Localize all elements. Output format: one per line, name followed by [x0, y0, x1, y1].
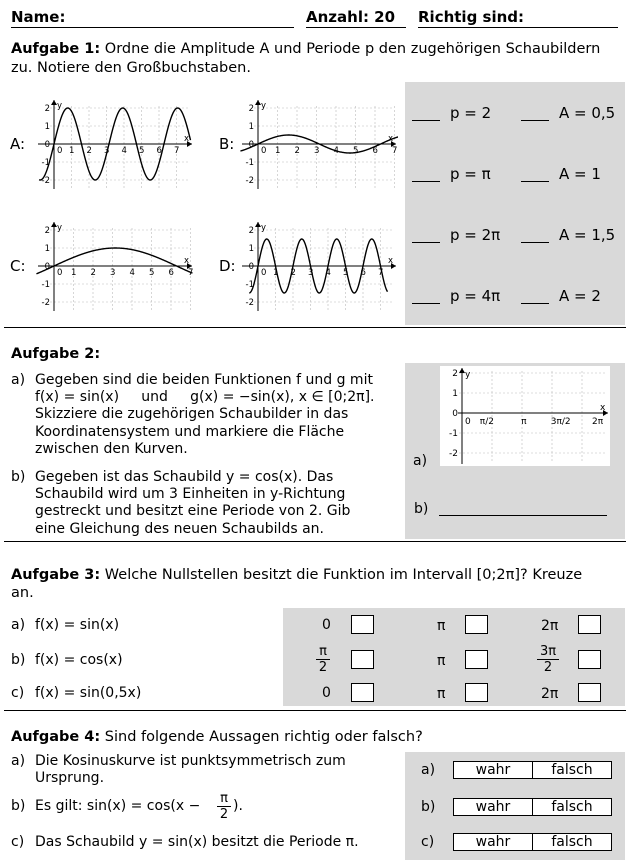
x-tick-label: 3	[110, 268, 116, 278]
task3-text-line-2: an.	[11, 585, 34, 601]
task3-a-opt2: π	[437, 618, 446, 634]
y-axis-label: y	[261, 223, 267, 233]
x-axis-label: x	[388, 134, 394, 144]
y-tick-label: -1	[41, 158, 50, 168]
task4-heading: Aufgabe 4:	[11, 729, 101, 745]
task2-a-line-3: Skizziere die zugehörigen Schaubilder in das	[35, 406, 349, 422]
x-tick-label: 0	[57, 146, 63, 156]
period-blank-2[interactable]	[412, 181, 440, 182]
task4-a-choice	[453, 761, 612, 779]
task2-b-line-4: eine Gleichung des neuen Schaubilds an.	[35, 521, 324, 537]
task2-answer-b-label: b)	[414, 501, 429, 517]
task2-b-line-3: gestreckt und besitzt eine Periode von 2. Gib	[35, 503, 351, 519]
grid-background	[440, 366, 610, 466]
task3-a-opt3: 2π	[541, 618, 559, 634]
task3-c-func: f(x) = sin(0,5x)	[35, 685, 142, 701]
task4-a-false-option[interactable]: falsch	[551, 762, 593, 778]
task4-c-choice	[453, 833, 612, 851]
amplitude-option-2: A = 1	[559, 165, 601, 183]
x-tick-label: 6	[156, 146, 162, 156]
x-tick-label: 1	[71, 268, 77, 278]
x-tick-label: 2	[86, 146, 92, 156]
y-tick-label: 1	[248, 244, 254, 254]
task3-a-checkbox-1[interactable]	[351, 615, 374, 634]
task2-answer-b-line[interactable]	[439, 515, 607, 516]
y-tick-label: 2	[452, 369, 458, 379]
y-axis-label: y	[57, 223, 63, 233]
task4-a-line-1: Die Kosinuskurve ist punktsymmetrisch zum	[35, 753, 346, 769]
y-axis-label: y	[261, 101, 267, 111]
x-tick-label: 5	[353, 146, 359, 156]
task2-b-label: b)	[11, 469, 26, 485]
x-tick-label: 6	[168, 268, 174, 278]
x-tick-label: 1	[275, 146, 281, 156]
y-tick-label: 0	[248, 140, 254, 150]
task3-description: Welche Nullstellen besitzt die Funktion im Intervall [0;2π]? Kreuze	[104, 567, 583, 583]
x-axis-label: x	[388, 256, 394, 266]
task3-b-checkbox-2[interactable]	[465, 650, 488, 669]
y-tick-label: 2	[44, 104, 50, 114]
x-tick-label: 0	[465, 417, 471, 427]
x-tick-label: 3	[314, 146, 320, 156]
period-option-4: p = 4π	[450, 287, 501, 305]
y-tick-label: -2	[245, 298, 254, 308]
x-tick-label: π	[521, 417, 527, 427]
task2-a-line-4: Koordinatensystem und markiere die Fläche	[35, 424, 345, 440]
y-tick-label: 1	[44, 122, 50, 132]
task1-description: Ordne die Amplitude A und Periode p den zugehörigen Schaubildern zu. Notiere den Großbuchstaben.	[11, 41, 601, 76]
task4-answer-b-label: b)	[421, 799, 436, 815]
y-tick-label: 0	[452, 409, 458, 419]
task1-heading: Aufgabe 1:	[11, 41, 101, 57]
x-tick-label: 5	[343, 268, 349, 278]
graph-a	[36, 98, 194, 190]
separator-1	[4, 327, 626, 328]
period-blank-4[interactable]	[412, 303, 440, 304]
task3-a-func: f(x) = sin(x)	[35, 617, 120, 633]
x-tick-label: 1	[273, 268, 279, 278]
task4-b-text-pre: Es gilt: sin(x) = cos(x −	[35, 798, 201, 814]
x-tick-label: 7	[174, 146, 180, 156]
separator-3	[4, 710, 626, 711]
task1-text	[11, 40, 623, 78]
amplitude-option-1: A = 0,5	[559, 104, 616, 122]
task3-text	[11, 566, 623, 585]
task2-coordinate-grid[interactable]	[440, 366, 610, 466]
x-tick-label: 5	[139, 146, 145, 156]
task3-answer-panel	[283, 608, 625, 706]
y-tick-label: 2	[44, 226, 50, 236]
x-tick-label: 2	[294, 146, 300, 156]
name-underline[interactable]	[11, 27, 294, 28]
y-tick-label: 1	[452, 389, 458, 399]
y-tick-label: 0	[248, 262, 254, 272]
task3-c-checkbox-1[interactable]	[351, 683, 374, 702]
x-tick-label: 7	[378, 268, 384, 278]
x-tick-label: 6	[372, 146, 378, 156]
separator-2	[4, 541, 626, 542]
anzahl-label: Anzahl: 20	[306, 8, 396, 26]
y-tick-label: -1	[245, 158, 254, 168]
task4-b-label: b)	[11, 798, 26, 814]
x-tick-label: 4	[129, 268, 135, 278]
task3-a-checkbox-3[interactable]	[578, 615, 601, 634]
x-tick-label: 2	[90, 268, 96, 278]
x-tick-label: 4	[121, 146, 127, 156]
graph-label-b: B:	[219, 135, 235, 153]
task3-b-opt1-fraction: $\frac{\pi}{2}$	[316, 644, 330, 675]
task3-c-label: c)	[11, 685, 25, 701]
y-tick-label: -2	[41, 176, 50, 186]
x-tick-label: 3π/2	[550, 417, 571, 427]
task3-c-opt2: π	[437, 686, 446, 702]
x-axis-label: x	[184, 134, 190, 144]
task4-a-label: a)	[11, 753, 26, 769]
x-tick-label: 7	[392, 146, 398, 156]
x-tick-label: π/2	[479, 417, 494, 427]
period-option-2: p = π	[450, 165, 491, 183]
period-option-1: p = 2	[450, 104, 492, 122]
x-tick-label: 2π	[592, 417, 604, 427]
task3-heading: Aufgabe 3:	[11, 567, 101, 583]
x-tick-label: 0	[57, 268, 63, 278]
x-tick-label: 4	[333, 146, 339, 156]
amplitude-option-4: A = 2	[559, 287, 601, 305]
x-tick-label: 5	[149, 268, 155, 278]
y-axis-label: y	[465, 370, 471, 380]
task4-answer-c-label: c)	[421, 834, 435, 850]
y-axis-label: y	[57, 101, 63, 111]
y-tick-label: 2	[248, 226, 254, 236]
task3-a-checkbox-2[interactable]	[465, 615, 488, 634]
task4-answer-a-label: a)	[421, 762, 436, 778]
task4-c-false-option[interactable]: falsch	[551, 834, 593, 850]
y-tick-label: -2	[41, 298, 50, 308]
task2-a-label: a)	[11, 372, 26, 388]
x-tick-label: 1	[69, 146, 75, 156]
task2-b-line-1: Gegeben ist das Schaubild y = cos(x). Das	[35, 469, 334, 485]
x-axis-label: x	[184, 256, 190, 266]
task4-a-line-2: Ursprung.	[35, 770, 105, 786]
amplitude-blank-2[interactable]	[521, 181, 549, 182]
richtig-label: Richtig sind:	[418, 8, 525, 26]
task3-a-label: a)	[11, 617, 26, 633]
period-blank-3[interactable]	[412, 242, 440, 243]
task3-c-opt1: 0	[322, 685, 331, 701]
x-tick-label: 3	[308, 268, 314, 278]
name-label: Name:	[11, 8, 66, 26]
graph-d	[240, 220, 398, 312]
task4-a-true-option[interactable]: wahr	[454, 762, 533, 778]
y-tick-label: -2	[245, 176, 254, 186]
task2-b-line-2: Schaubild wird um 3 Einheiten in y-Richtung	[35, 486, 346, 502]
x-tick-label: 2	[290, 268, 296, 278]
task4-c-true-option[interactable]: wahr	[454, 834, 533, 850]
graph-b	[240, 98, 398, 190]
y-tick-label: -1	[449, 429, 458, 439]
task2-answer-a-label: a)	[413, 453, 428, 469]
task4-c-label: c)	[11, 834, 25, 850]
task4-b-text-post: ).	[233, 798, 243, 814]
y-tick-label: -1	[41, 280, 50, 290]
graph-label-d: D:	[219, 257, 236, 275]
graph-label-c: C:	[10, 257, 26, 275]
graph-label-a: A:	[10, 135, 26, 153]
amplitude-option-3: A = 1,5	[559, 226, 616, 244]
task2-a-line-2: f(x) = sin(x) und g(x) = −sin(x), x ∈ [0;2π].	[35, 389, 375, 405]
task3-c-checkbox-3[interactable]	[578, 683, 601, 702]
x-tick-label: 7	[188, 268, 194, 278]
richtig-underline[interactable]	[418, 27, 618, 28]
task3-b-opt3-fraction: $\frac{3\pi}{2}$	[537, 644, 559, 675]
task2-a-line-5: zwischen den Kurven.	[35, 441, 188, 457]
y-tick-label: 1	[248, 122, 254, 132]
task3-b-func: f(x) = cos(x)	[35, 652, 123, 668]
y-tick-label: 1	[44, 244, 50, 254]
task4-b-false-option[interactable]: falsch	[551, 799, 593, 815]
task3-b-checkbox-3[interactable]	[578, 650, 601, 669]
task4-text	[11, 728, 623, 747]
amplitude-blank-3[interactable]	[521, 242, 549, 243]
task3-b-checkbox-1[interactable]	[351, 650, 374, 669]
y-tick-label: 0	[44, 140, 50, 150]
amplitude-blank-4[interactable]	[521, 303, 549, 304]
task4-b-fraction: $\frac{\pi}{2}$	[217, 791, 231, 822]
x-tick-label: 6	[360, 268, 366, 278]
y-tick-label: 2	[248, 104, 254, 114]
x-tick-label: 3	[104, 146, 110, 156]
y-tick-label: -2	[449, 449, 458, 459]
y-tick-label: 0	[44, 262, 50, 272]
graph-c	[36, 220, 194, 312]
task2-a-line-1: Gegeben sind die beiden Funktionen f und g mit	[35, 372, 373, 388]
task2-heading: Aufgabe 2:	[11, 346, 101, 362]
period-option-3: p = 2π	[450, 226, 501, 244]
x-tick-label: 0	[261, 146, 267, 156]
task3-c-checkbox-2[interactable]	[465, 683, 488, 702]
task3-a-opt1: 0	[322, 617, 331, 633]
task4-b-choice	[453, 798, 612, 816]
period-blank-1[interactable]	[412, 120, 440, 121]
anzahl-underline	[306, 27, 406, 28]
x-tick-label: 0	[261, 268, 267, 278]
task4-b-true-option[interactable]: wahr	[454, 799, 533, 815]
task4-description: Sind folgende Aussagen richtig oder falsch?	[104, 729, 423, 745]
x-tick-label: 4	[325, 268, 331, 278]
amplitude-blank-1[interactable]	[521, 120, 549, 121]
x-axis-label: x	[600, 403, 606, 413]
task3-c-opt3: 2π	[541, 686, 559, 702]
y-tick-label: -1	[245, 280, 254, 290]
task4-c-text: Das Schaubild y = sin(x) besitzt die Periode π.	[35, 834, 359, 850]
task3-b-opt2: π	[437, 653, 446, 669]
task3-b-label: b)	[11, 652, 26, 668]
